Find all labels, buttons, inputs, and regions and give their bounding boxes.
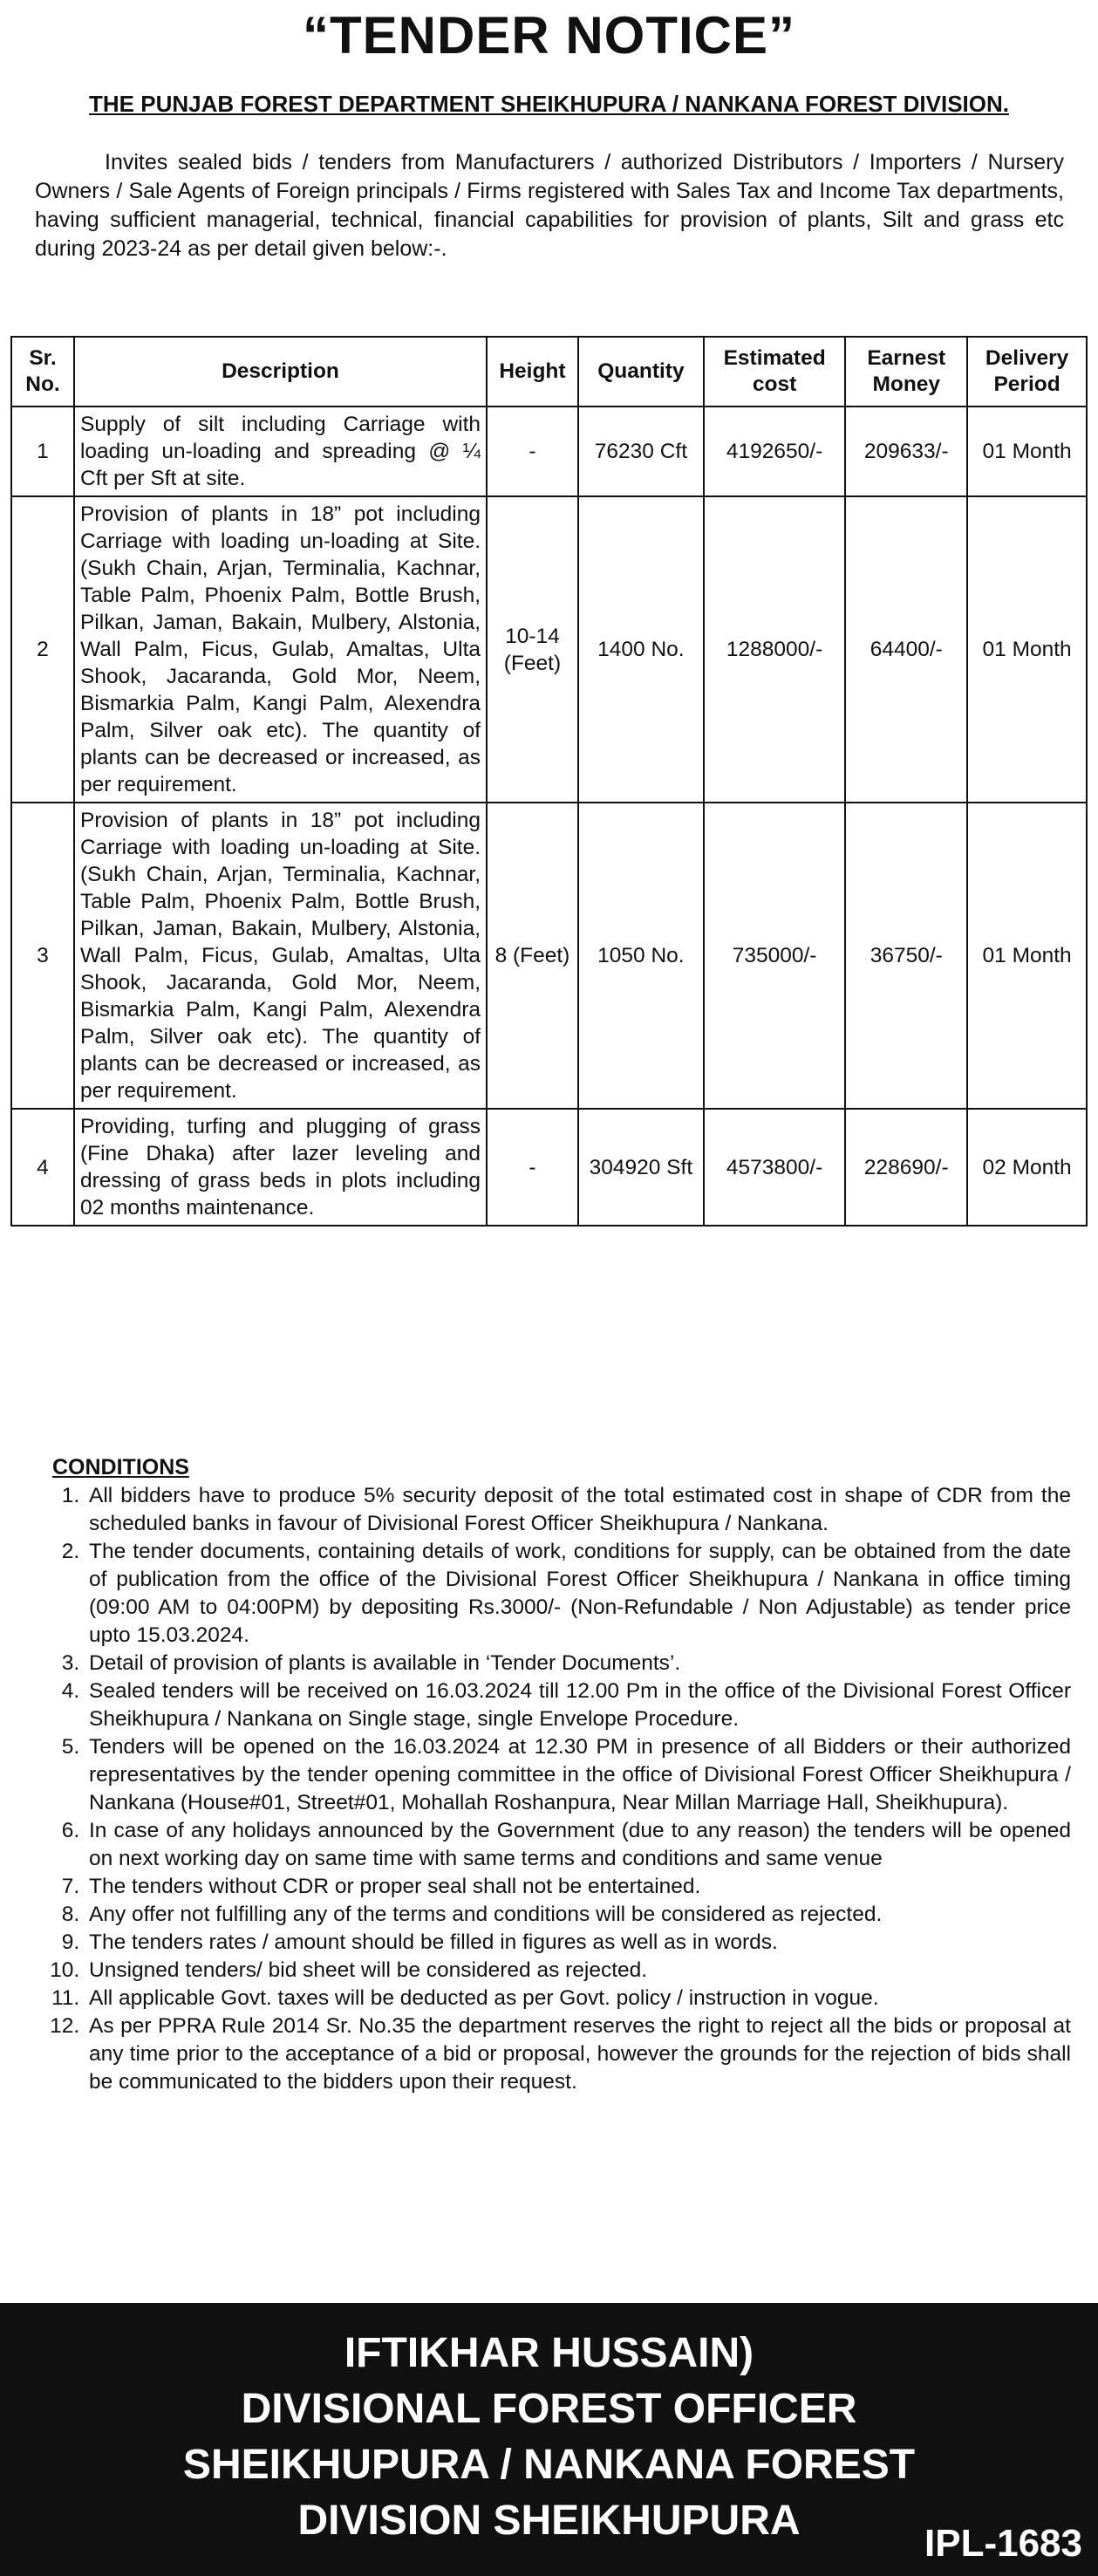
signatory-name: IFTIKHAR HUSSAIN) — [344, 2330, 754, 2376]
condition-item: 6. In case of any holidays announced by the Government (due to any reason) the tenders will be opened on next working day on same time with same terms and conditions and same venue — [85, 1817, 1071, 1873]
cell-sr: 1 — [11, 407, 74, 496]
cell-earnest-money: 209633/- — [845, 407, 967, 496]
cell-earnest-money: 64400/- — [845, 496, 967, 803]
header-earnest-money: Earnest Money — [845, 337, 967, 407]
cell-description: Providing, turfing and plugging of grass (Fine Dhaka) after lazer leveling and dressing of grass beds in plots including 02 months maintenance. — [74, 1109, 487, 1226]
header-estimated-cost: Estimated cost — [704, 337, 845, 407]
cell-estimated-cost: 735000/- — [704, 803, 845, 1109]
cell-description: Provision of plants in 18” pot including Carriage with loading un-loading at Site. (Sukh Chain, Arjan, Terminalia, Kachnar, Table Palm, Phoenix Palm, Bottle Brush, Pilkan, Jaman, Bakain, Mulbery, Alstonia, Wall Palm, Ficus, Gulab, Amaltas, Ulta Shook, Jacaranda, Gold Mor, Neem, Bismarkia Palm, Kangi Palm, Alexendra Palm, Silver oak etc). The quantity of plants can be decreased or increased, as per requirement. — [74, 496, 487, 803]
table-header-row — [11, 337, 1087, 407]
condition-item: 8. Any offer not fulfilling any of the terms and conditions will be considered as rejected. — [85, 1901, 1071, 1929]
cell-delivery-period: 01 Month — [967, 407, 1087, 496]
cell-earnest-money: 228690/- — [845, 1109, 967, 1226]
condition-item: 7. The tenders without CDR or proper seal shall not be entertained. — [85, 1873, 1071, 1901]
department-subtitle: THE PUNJAB FOREST DEPARTMENT SHEIKHUPURA / NANKANA FOREST DIVISION. — [89, 91, 1009, 117]
header-description: Description — [74, 337, 487, 407]
conditions-list — [51, 1482, 1071, 2096]
signatory-designation: DIVISIONAL FOREST OFFICER — [241, 2386, 857, 2432]
cell-description: Provision of plants in 18” pot including Carriage with loading un-loading at Site. (Sukh Chain, Arjan, Terminalia, Kachnar, Table Palm, Phoenix Palm, Bottle Brush, Pilkan, Jaman, Bakain, Mulbery, Alstonia, Wall Palm, Ficus, Gulab, Amaltas, Ulta Shook, Jacaranda, Gold Mor, Neem, Bismarkia Palm, Kangi Palm, Alexendra Palm, Silver oak etc). The quantity of plants can be decreased or increased, as per requirement. — [74, 803, 487, 1109]
condition-item: 9. The tenders rates / amount should be filled in figures as well as in words. — [85, 1929, 1071, 1957]
cell-delivery-period: 01 Month — [967, 496, 1087, 803]
condition-item: 3. Detail of provision of plants is available in ‘Tender Documents’. — [85, 1650, 1071, 1677]
cell-height: 8 (Feet) — [487, 803, 578, 1109]
signature-block — [0, 2303, 1098, 2576]
condition-item: 11. All applicable Govt. taxes will be deducted as per Govt. policy / instruction in vogue. — [85, 1985, 1071, 2012]
conditions-heading: CONDITIONS — [52, 1455, 189, 1479]
cell-delivery-period: 01 Month — [967, 803, 1087, 1109]
table-row — [11, 407, 1087, 496]
table-row — [11, 1109, 1087, 1226]
header-delivery-period: Delivery Period — [967, 337, 1087, 407]
condition-item: 5. Tenders will be opened on the 16.03.2024 at 12.30 PM in presence of all Bidders or their authorized representatives by the tender opening committee in the office of Divisional Forest Officer Sheikhupura / Nankana (House#01, Street#01, Mohallah Roshanpura, Near Millan Marriage Hall, Sheikhupura). — [85, 1733, 1071, 1817]
cell-delivery-period: 02 Month — [967, 1109, 1087, 1226]
cell-height: - — [487, 1109, 578, 1226]
header-height: Height — [487, 337, 578, 407]
cell-sr: 3 — [11, 803, 74, 1109]
condition-item: 1. All bidders have to produce 5% security deposit of the total estimated cost in shape of CDR from the scheduled banks in favour of Divisional Forest Officer Sheikhupura / Nankana. — [85, 1482, 1071, 1538]
cell-quantity: 76230 Cft — [578, 407, 704, 496]
conditions-section — [51, 1455, 1071, 2096]
condition-item: 4. Sealed tenders will be received on 16.03.2024 till 12.00 Pm in the office of the Divisional Forest Officer Sheikhupura / Nankana on Single stage, single Envelope Procedure. — [85, 1677, 1071, 1733]
cell-height: 10-14 (Feet) — [487, 496, 578, 803]
cell-sr: 2 — [11, 496, 74, 803]
cell-description: Supply of silt including Carriage with loading un-loading and spreading @ ¼ Cft per Sft at site. — [74, 407, 487, 496]
table-row — [11, 803, 1087, 1109]
cell-sr: 4 — [11, 1109, 74, 1226]
cell-quantity: 1050 No. — [578, 803, 704, 1109]
cell-quantity: 1400 No. — [578, 496, 704, 803]
ipl-code: IPL-1683 — [924, 2522, 1082, 2565]
table-row — [11, 496, 1087, 803]
condition-item: 10. Unsigned tenders/ bid sheet will be considered as rejected. — [85, 1957, 1071, 1985]
cell-height: - — [487, 407, 578, 496]
signatory-division: DIVISION SHEIKHUPURA — [297, 2497, 801, 2544]
header-sr: Sr. No. — [11, 337, 74, 407]
tender-table — [10, 336, 1088, 1227]
cell-estimated-cost: 4573800/- — [704, 1109, 845, 1226]
cell-quantity: 304920 Sft — [578, 1109, 704, 1226]
notice-title: “TENDER NOTICE” — [302, 6, 796, 65]
intro-paragraph: Invites sealed bids / tenders from Manufacturers / authorized Distributors / Importers / Nursery Owners / Sale Agents of Foreign principals / Firms registered with Sales Tax and Income Tax departments, having sufficient managerial, technical, financial capabilities for provision of plants, Silt and grass etc during 2023-24 as per detail given below:-. — [35, 150, 1064, 261]
header-quantity: Quantity — [578, 337, 704, 407]
condition-item: 12. As per PPRA Rule 2014 Sr. No.35 the department reserves the right to reject all the bids or proposal at any time prior to the acceptance of a bid or proposal, however the grounds for the rejection of bids shall be communicated to the bidders upon their request. — [85, 2012, 1071, 2096]
signatory-office: SHEIKHUPURA / NANKANA FOREST — [182, 2442, 916, 2488]
signatory — [0, 2326, 1098, 2549]
condition-item: 2. The tender documents, containing details of work, conditions for supply, can be obtained from the date of publication from the office of the Divisional Forest Officer Sheikhupura / Nankana in office timing (09:00 AM to 04:00PM) by depositing Rs.3000/- (Non-Refundable / Non Adjustable) as tender price upto 15.03.2024. — [85, 1538, 1071, 1650]
cell-earnest-money: 36750/- — [845, 803, 967, 1109]
cell-estimated-cost: 4192650/- — [704, 407, 845, 496]
cell-estimated-cost: 1288000/- — [704, 496, 845, 803]
